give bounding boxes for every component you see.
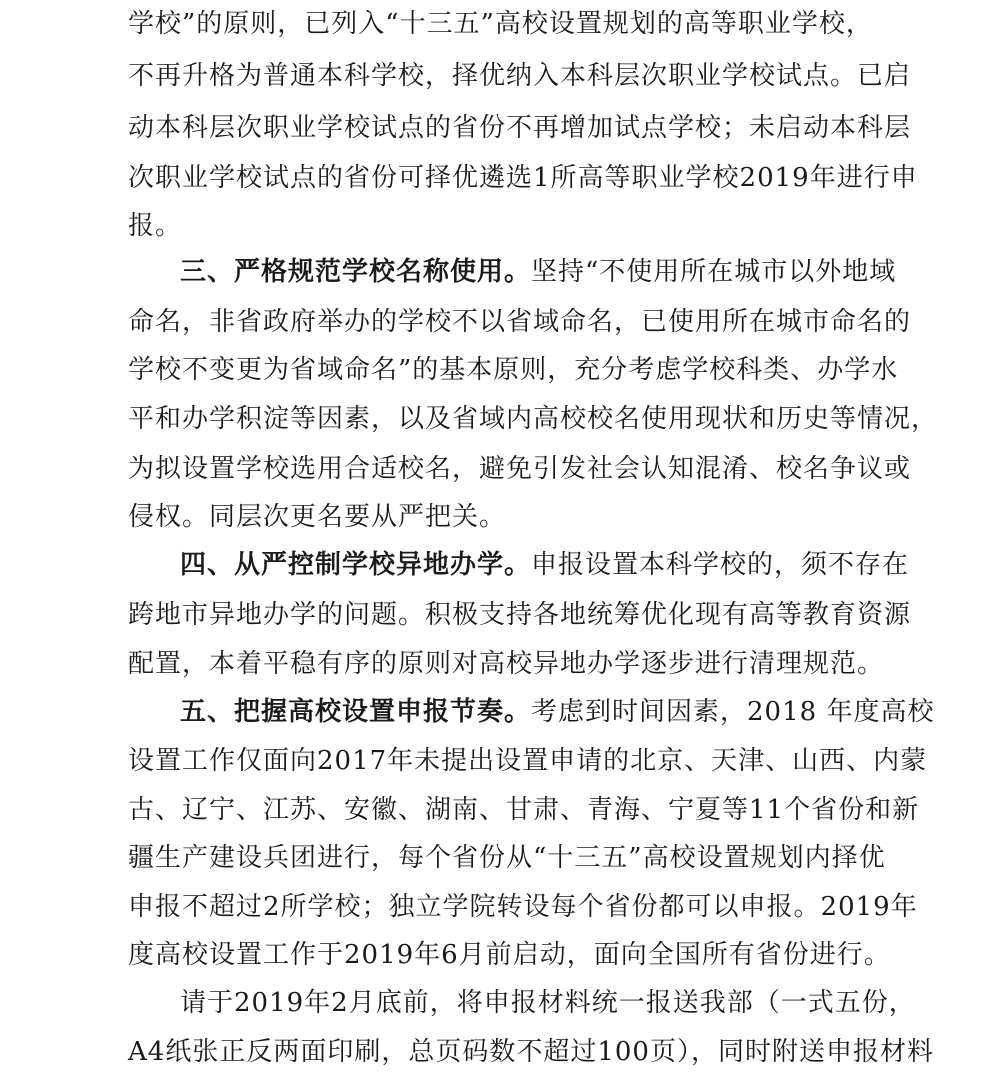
section-3-heading: 三、严格规范学校名称使用。: [180, 257, 532, 287]
text-line: 侵权。同层次更名要从严把关。: [128, 502, 507, 532]
section-4-heading: 四、从严控制学校异地办学。: [180, 550, 532, 580]
text-line: 命名，非省政府举办的学校不以省域命名，已使用所在城市命名的: [128, 307, 912, 337]
text-line: 古、辽宁、江苏、安徽、湖南、甘肃、青海、宁夏等11个省份和新: [128, 795, 920, 825]
text-line: 报。: [128, 211, 183, 241]
text-line: 配置，本着平稳有序的原则对高校异地办学逐步进行清理规范。: [128, 649, 885, 679]
text-line: 平和办学积淀等因素，以及省域内高校校名使用现状和历史等情况，: [128, 404, 939, 434]
text-line: 学校”的原则，已列入“十三五”高校设置规划的高等职业学校，: [128, 9, 873, 39]
text-line: 不再升格为普通本科学校，择优纳入本科层次职业学校试点。已启: [128, 61, 912, 91]
section-3-first-line: [180, 252, 897, 292]
section-3-text: 坚持“不使用所在城市以外地域: [531, 257, 897, 287]
text-line: 动本科层次职业学校试点的省份不再增加试点学校；未启动本科层: [128, 113, 912, 143]
text-line: 度高校设置工作于2019年6月前启动，面向全国所有省份进行。: [128, 940, 891, 970]
section-4-first-line: [180, 545, 910, 585]
text-line: 申报不超过2所学校；独立学院转设每个省份都可以申报。2019年: [128, 892, 918, 922]
text-line: 跨地市异地办学的问题。积极支持各地统筹优化现有高等教育资源: [128, 600, 912, 630]
closing-first-line: 请于2019年2月底前，将申报材料统一报送我部（一式五份，: [180, 988, 916, 1018]
section-5-text: 考虑到时间因素，2018 年度高校: [531, 697, 935, 727]
text-line: 疆生产建设兵团进行，每个省份从“十三五”高校设置规划内择优: [128, 843, 886, 873]
text-line: A4纸张正反两面印刷，总页码数不超过100页），同时附送申报材料: [128, 1037, 934, 1067]
text-line: 为拟设置学校选用合适校名，避免引发社会认知混淆、校名争议或: [128, 454, 912, 484]
section-4-text: 申报设置本科学校的，须不存在: [531, 550, 910, 580]
section-5-first-line: [180, 692, 935, 732]
text-line: 设置工作仅面向2017年未提出设置申请的北京、天津、山西、内蒙: [128, 746, 928, 776]
text-line: 次职业学校试点的省份可择优遴选1所高等职业学校2019年进行申: [128, 163, 918, 193]
section-5-heading: 五、把握高校设置申报节奏。: [180, 697, 532, 727]
text-line: 学校不变更为省域命名”的基本原则，充分考虑学校科类、办学水: [128, 355, 899, 385]
